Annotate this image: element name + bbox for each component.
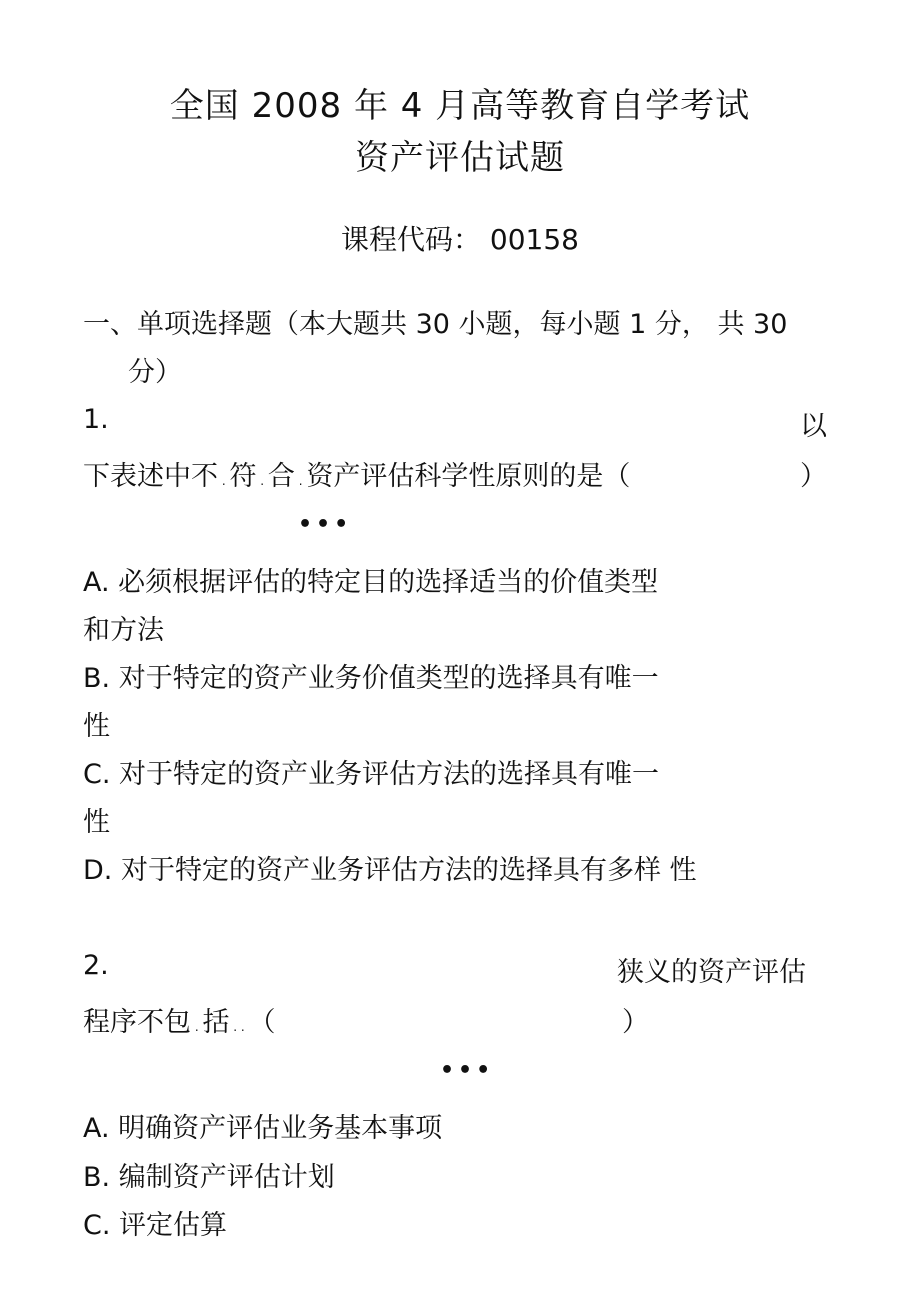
subject-title: 资产评估试题 (355, 138, 565, 178)
q1-option-b-cont: 性 (83, 711, 110, 742)
q2-emphasis-dots: ••• (440, 1058, 495, 1083)
q1-option-a-cont: 和方法 (83, 615, 164, 646)
q1-option-b: B. 对于特定的资产业务价值类型的选择具有唯一 (83, 663, 659, 694)
q1-stem-char1: 符 (229, 461, 257, 492)
q2-stem-part2: （ (248, 1007, 276, 1038)
q2-option-c: C. 评定估算 (83, 1210, 228, 1241)
q1-option-c: C. 对于特定的资产业务评估方法的选择具有唯一 (83, 759, 660, 790)
q1-stem-part2: 资产评估科学性原则的是（ (306, 461, 631, 492)
q2-option-b: B. 编制资产评估计划 (83, 1162, 335, 1193)
q1-option-d: D. 对于特定的资产业务评估方法的选择具有多样 性 (83, 855, 697, 886)
section-heading-cont: 分） (128, 357, 182, 388)
q1-stem-char2: 合 (267, 461, 295, 492)
q1-option-a: A. 必须根据评估的特定目的选择适当的价值类型 (83, 567, 659, 598)
q2-stem-part1: 程序不包 (83, 1007, 191, 1038)
q1-stem-part1: 下表述中不 (83, 461, 218, 492)
q1-close-paren: ） (800, 461, 827, 492)
course-code: 课程代码： 00158 (341, 223, 579, 256)
q2-close-paren: ） (622, 1007, 649, 1038)
q2-option-a: A. 明确资产评估业务基本事项 (83, 1113, 443, 1144)
q1-option-c-cont: 性 (83, 807, 110, 838)
q2-number: 2. (83, 950, 109, 981)
exam-title: 全国 2008 年 4 月高等教育自学考试 (169, 86, 751, 126)
q1-stem: 下表述中不 . 符 . 合 . 资产评估科学性原则的是（ (83, 461, 631, 492)
q2-stem-char1: 括 (202, 1007, 230, 1038)
q1-emphasis-dots: ••• (298, 512, 353, 537)
q2-stem: 程序不包 . 括 . . （ (83, 1007, 276, 1038)
section-heading: 一、单项选择题（本大题共 30 小题，每小题 1 分， 共 30 (83, 309, 788, 340)
q2-stem-tail: 狭义的资产评估 (617, 957, 806, 988)
q1-stem-tail: 以 (800, 411, 827, 442)
q1-number: 1. (83, 404, 109, 435)
